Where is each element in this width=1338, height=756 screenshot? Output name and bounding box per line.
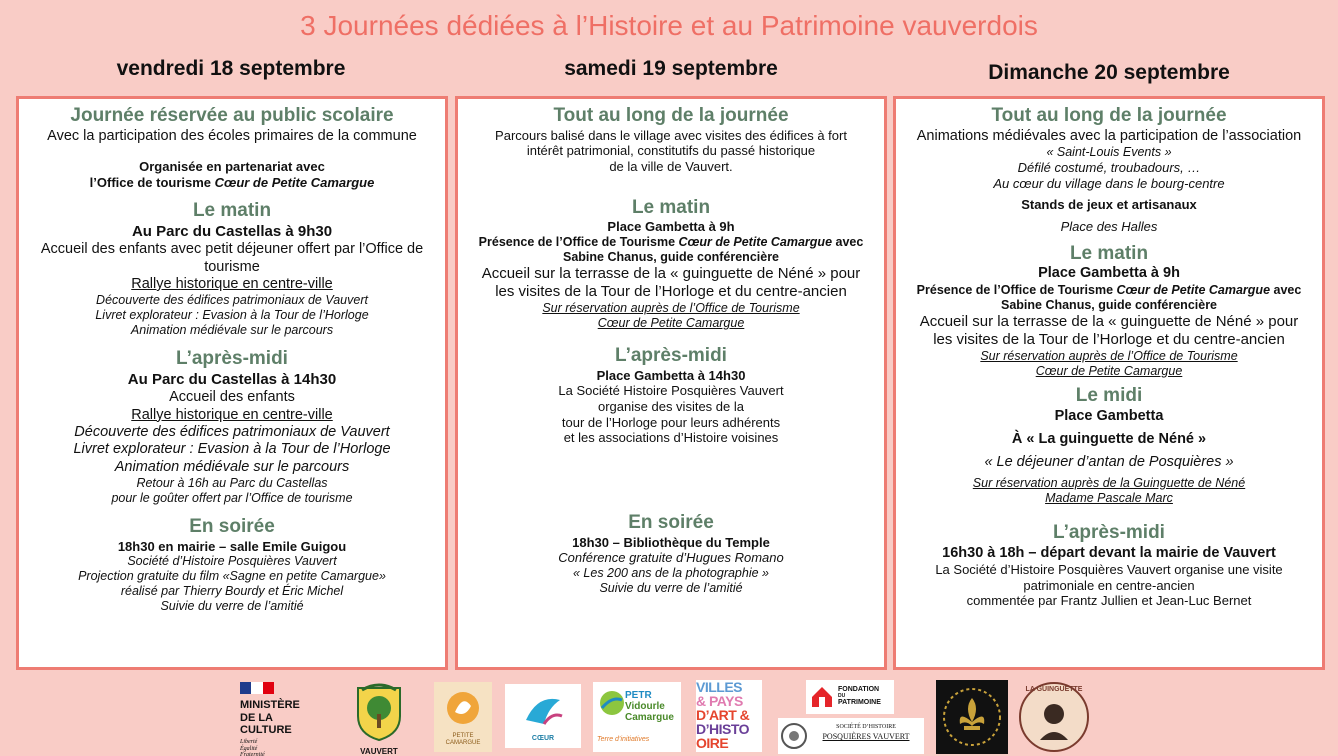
evening-heading: En soirée — [189, 516, 275, 538]
afternoon-line-4: Retour à 16h au Parc du Castellas — [136, 476, 328, 491]
evening-line-4: Suivie du verre de l’amitié — [160, 599, 304, 614]
fleur-de-lis-icon — [936, 680, 1008, 754]
afternoon-line-1: La Société Histoire Posquières Vauvert — [558, 383, 784, 399]
afternoon-place: Au Parc du Castellas à 14h30 — [127, 371, 337, 389]
fondation-house-icon — [810, 685, 834, 709]
afternoon-line-1: La Société d’Histoire Posquières Vauvert organise une visite — [935, 561, 1283, 577]
afternoon-rallye: Rallye historique en centre-ville — [131, 406, 333, 423]
vauvert-shield-icon — [352, 682, 406, 742]
morning-desc-1: Accueil sur la terrasse de la « guinguette de Néné » pour — [481, 264, 861, 282]
all-day-heading: Tout au long de la journée — [991, 105, 1227, 126]
french-flag-icon — [240, 682, 274, 694]
intro-line-4: Au cœur du village dans le bourg-centre — [993, 175, 1225, 191]
stands-label: Stands de jeux et artisanaux — [1021, 197, 1197, 213]
afternoon-line-2: Livret explorateur : Evasion à la Tour de l’Horloge — [73, 441, 391, 458]
morning-heading: Le matin — [192, 200, 272, 222]
morning-guide: Sabine Chanus, guide conférencière — [562, 249, 780, 264]
morning-reservation-2: Cœur de Petite Camargue — [1035, 363, 1183, 378]
afternoon-line-3: Animation médiévale sur le parcours — [114, 458, 350, 475]
morning-desc-2: les visites de la Tour de l’Horloge et du centre-ancien — [495, 282, 847, 300]
noon-lunch: « Le déjeuner d’antan de Posquières » — [984, 454, 1234, 471]
stands-place: Place des Halles — [1060, 218, 1158, 234]
all-day-heading: Tout au long de la journée — [553, 105, 789, 126]
morning-heading: Le matin — [631, 196, 711, 218]
afternoon-line-3: tour de l’Horloge pour leurs adhérents — [561, 414, 781, 430]
morning-place: Place Gambetta à 9h — [1038, 265, 1180, 282]
afternoon-heading: L’après-midi — [615, 344, 727, 366]
page-title: 3 Journées dédiées à l’Histoire et au Patrimoine vauverdois — [300, 10, 1038, 41]
morning-reservation-1: Sur réservation auprès de l’Office de Tourisme — [980, 348, 1238, 363]
vauvert-logo: VAUVERT — [352, 682, 406, 754]
evening-line-2: Projection gratuite du film «Sagne en petite Camargue» — [78, 569, 386, 584]
noon-reservation: Sur réservation auprès de la Guinguette de Néné — [972, 475, 1246, 490]
day-title-saturday: samedi 19 septembre — [564, 57, 778, 80]
coeur-bird-icon — [518, 690, 568, 730]
afternoon-place: 16h30 à 18h – départ devant la mairie de Vauvert — [942, 544, 1276, 561]
intro-line-1: Animations médiévales avec la participation de l’association — [916, 127, 1302, 144]
evening-line-3: réalisé par Thierry Bourdy et Éric Michel — [120, 584, 344, 599]
partner-line-1: Organisée en partenariat avec — [139, 159, 325, 175]
ministere-culture-logo: MINISTÈRE DE LA CULTURE Liberté Égalité Fraternité — [240, 682, 322, 754]
noon-contact: Madame Pascale Marc — [1045, 490, 1173, 505]
evening-line-3: Suivie du verre de l’amitié — [599, 580, 743, 595]
morning-rallye: Rallye historique en centre-ville — [131, 275, 333, 292]
afternoon-place: Place Gambetta à 14h30 — [596, 367, 746, 383]
evening-line-2: « Les 200 ans de la photographie » — [573, 565, 769, 580]
morning-line-1: Découverte des édifices patrimoniaux de Vauvert — [96, 293, 368, 308]
evening-line-1: Société d’Histoire Posquières Vauvert — [127, 554, 337, 569]
evening-heading: En soirée — [628, 511, 714, 533]
morning-line-2: Livret explorateur : Evasion à la Tour de l’Horloge — [95, 308, 369, 323]
school-day-heading: Journée réservée au public scolaire — [70, 105, 394, 126]
intro-line-3: Défilé costumé, troubadours, … — [1017, 160, 1201, 176]
petite-camargue-logo: PETITE CAMARGUE — [434, 682, 492, 752]
morning-description: Accueil des enfants avec petit déjeuner offert par l’Office de tourisme — [40, 241, 424, 275]
camargue-swirl-icon — [443, 688, 483, 728]
villes-pays-art-histoire-logo: VILLES & PAYS D’ART & D’HISTO OIRE — [696, 680, 762, 752]
coeur-petite-camargue-logo: CŒUR — [505, 684, 581, 748]
evening-place: 18h30 – Bibliothèque du Temple — [572, 534, 770, 550]
petr-vidourle-camargue-logo: PETR Vidourle Camargue Terre d’initiatives — [593, 682, 681, 752]
fondation-patrimoine-logo: FONDATION DU PATRIMOINE — [806, 680, 894, 714]
intro-line-3: de la ville de Vauvert. — [609, 158, 733, 174]
societe-histoire-logo: SOCIÉTÉ D’HISTOIRE POSQUIÈRES VAUVERT — [778, 718, 924, 754]
morning-line-3: Animation médiévale sur le parcours — [130, 323, 334, 338]
saint-louis-events-logo — [936, 680, 1008, 754]
morning-desc-2: les visites de la Tour de l’Horloge et du centre-ancien — [933, 330, 1285, 348]
partner-line-2: l’Office de tourisme Cœur de Petite Camargue — [89, 174, 375, 190]
afternoon-line-4: et les associations d’Histoire voisines — [563, 430, 779, 446]
noon-place: Place Gambetta — [1054, 407, 1164, 424]
day-title-friday: vendredi 18 septembre — [116, 57, 346, 80]
intro-line-2: « Saint-Louis Events » — [1046, 145, 1172, 160]
day-title-sunday: Dimanche 20 septembre — [988, 61, 1230, 84]
guinguette-nene-logo: LA GUINGUETTE — [1018, 680, 1090, 754]
morning-heading: Le matin — [1069, 242, 1149, 264]
afternoon-heading: L’après-midi — [1053, 521, 1165, 543]
societe-crest-icon — [780, 721, 808, 751]
afternoon-line-5: pour le goûter offert par l’Office de tourisme — [111, 491, 353, 506]
evening-line-1: Conférence gratuite d’Hugues Romano — [558, 550, 784, 566]
intro-line-2: intérêt patrimonial, constitutifs du passé historique — [526, 143, 816, 159]
afternoon-heading: L’après-midi — [176, 348, 288, 370]
morning-desc-1: Accueil sur la terrasse de la « guinguette de Néné » pour — [919, 312, 1299, 330]
morning-reservation-1: Sur réservation auprès de l’Office de Tourisme — [542, 300, 800, 315]
afternoon-line-2: organise des visites de la — [598, 398, 744, 414]
afternoon-line-1: Découverte des édifices patrimoniaux de Vauvert — [74, 423, 390, 440]
afternoon-line-3: commentée par Frantz Jullien et Jean-Luc Bernet — [966, 593, 1252, 609]
morning-place: Au Parc du Castellas à 9h30 — [131, 223, 333, 241]
afternoon-description: Accueil des enfants — [169, 389, 295, 406]
morning-reservation-2: Cœur de Petite Camargue — [597, 315, 745, 330]
partner-logos — [0, 678, 1338, 756]
sunday-program-panel — [893, 96, 1325, 670]
morning-place: Place Gambetta à 9h — [607, 219, 735, 235]
noon-heading: Le midi — [1075, 384, 1143, 406]
morning-guide: Sabine Chanus, guide conférencière — [1000, 297, 1218, 312]
evening-place: 18h30 en mairie – salle Emile Guigou — [117, 538, 347, 554]
intro-line-1: Parcours balisé dans le village avec visites des édifices à fort — [495, 127, 847, 143]
school-intro: Avec la participation des écoles primaires de la commune — [47, 127, 417, 144]
afternoon-line-2: patrimoniale en centre-ancien — [1023, 577, 1195, 593]
morning-presence: Présence de l’Office de Tourisme Cœur de Petite Camargue avec — [478, 234, 864, 249]
morning-presence: Présence de l’Office de Tourisme Cœur de Petite Camargue avec — [916, 282, 1302, 297]
friday-program-panel — [16, 96, 448, 670]
noon-guinguette: À « La guinguette de Néné » — [1011, 430, 1207, 447]
petr-leaf-icon — [597, 688, 627, 718]
saturday-program-panel — [455, 96, 887, 670]
